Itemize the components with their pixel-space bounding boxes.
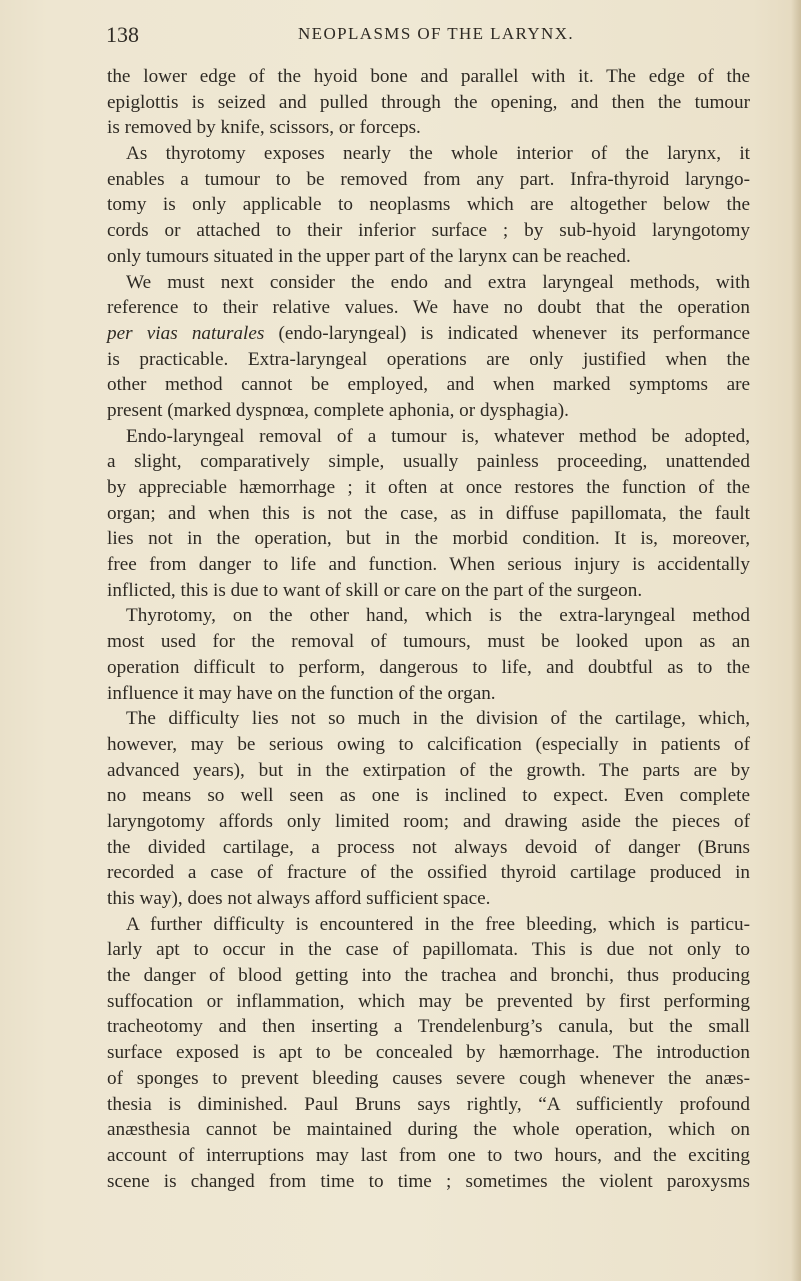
text-line: thesia is diminished. Paul Bruns says rightly, “A sufficiently profound	[107, 1093, 750, 1115]
text-line: reference to their relative values. We have no doubt that the operation	[107, 297, 750, 319]
text-line: other method cannot be employed, and when marked symptoms are	[107, 374, 750, 396]
text-line: We must next consider the endo and extra laryngeal methods, with	[126, 271, 750, 293]
text-line: is practicable. Extra-laryngeal operations are only justified when the	[107, 348, 750, 370]
text-line: surface exposed is apt to be concealed by hæmorrhage. The introduction	[107, 1042, 750, 1064]
text-line: The difficulty lies not so much in the division of the cartilage, which,	[126, 708, 750, 730]
text-line: As thyrotomy exposes nearly the whole interior of the larynx, it	[126, 143, 750, 165]
text-line: by appreciable hæmorrhage ; it often at once restores the function of the	[107, 477, 750, 498]
text-line: cords or attached to their inferior surface ; by sub-hyoid laryngotomy	[107, 220, 750, 242]
text-line: free from danger to life and function. When serious injury is accidentally	[107, 554, 750, 576]
text-line: enables a tumour to be removed from any part. Infra-thyroid laryngo-	[107, 168, 750, 190]
text-line: present (marked dyspnœa, complete aphonia, or dysphagia).	[107, 399, 569, 421]
text-line: a slight, comparatively simple, usually painless proceeding, unattended	[107, 451, 750, 473]
page-number: 138	[106, 22, 139, 47]
text-line: tomy is only applicable to neoplasms which are altogether below the	[107, 194, 750, 216]
text-line: is removed by knife, scissors, or forceps.	[107, 117, 421, 139]
text-line: only tumours situated in the upper part of the larynx can be reached.	[107, 245, 631, 267]
text-line: per vias naturales (endo-laryngeal) is indicated whenever its performance	[107, 322, 750, 344]
text-line: of sponges to prevent bleeding causes severe cough whenever the anæs-	[107, 1067, 750, 1089]
text-line: no means so well seen as one is inclined to expect. Even complete	[107, 785, 750, 807]
text-line: influence it may have on the function of the organ.	[107, 682, 496, 704]
text-line: the danger of blood getting into the trachea and bronchi, thus producing	[107, 965, 750, 987]
text-line: this way), does not always afford sufficient space.	[107, 888, 491, 909]
text-line: organ; and when this is not the case, as in diffuse papillomata, the fault	[107, 502, 750, 524]
text-line: tracheotomy and then inserting a Trendelenburg’s canula, but the small	[107, 1016, 750, 1038]
text-line: advanced years), but in the extirpation of the growth. The parts are by	[107, 759, 750, 781]
text-line: scene is changed from time to time ; sometimes the violent paroxysms	[107, 1170, 750, 1192]
running-title: NEOPLASMS OF THE LARYNX.	[298, 24, 575, 43]
text-line: Endo-laryngeal removal of a tumour is, whatever method be adopted,	[126, 425, 750, 447]
text-line: epiglottis is seized and pulled through the opening, and then the tumour	[107, 91, 750, 113]
text-line: the divided cartilage, a process not always devoid of danger (Bruns	[107, 836, 750, 858]
text-line: inflicted, this is due to want of skill or care on the part of the surgeon.	[107, 579, 643, 601]
text-line: most used for the removal of tumours, must be looked upon as an	[107, 631, 750, 653]
text-line: larly apt to occur in the case of papillomata. This is due not only to	[107, 939, 750, 961]
text-line: lies not in the operation, but in the morbid condition. It is, moreover,	[107, 528, 750, 550]
text-line: anæsthesia cannot be maintained during the whole operation, which on	[107, 1119, 750, 1141]
text-line: however, may be serious owing to calcification (especially in patients of	[107, 733, 750, 755]
text-line: recorded a case of fracture of the ossified thyroid cartilage produced in	[107, 862, 750, 884]
text-line: Thyrotomy, on the other hand, which is the extra-laryngeal method	[126, 605, 750, 627]
running-head	[106, 20, 742, 50]
text-line: the lower edge of the hyoid bone and parallel with it. The edge of the	[107, 66, 750, 87]
text-line: laryngotomy affords only limited room; and drawing aside the pieces of	[107, 810, 750, 832]
italic-phrase: per vias naturales	[107, 322, 265, 344]
body-text	[107, 64, 750, 1194]
text-line: suffocation or inflammation, which may be prevented by first performing	[107, 990, 750, 1012]
page-edge-shadow	[791, 0, 801, 1281]
text-line: operation difficult to perform, dangerous to life, and doubtful as to the	[107, 656, 750, 678]
text-line: A further difficulty is encountered in the free bleeding, which is particu-	[126, 913, 750, 935]
text-line: account of interruptions may last from one to two hours, and the exciting	[107, 1144, 750, 1166]
